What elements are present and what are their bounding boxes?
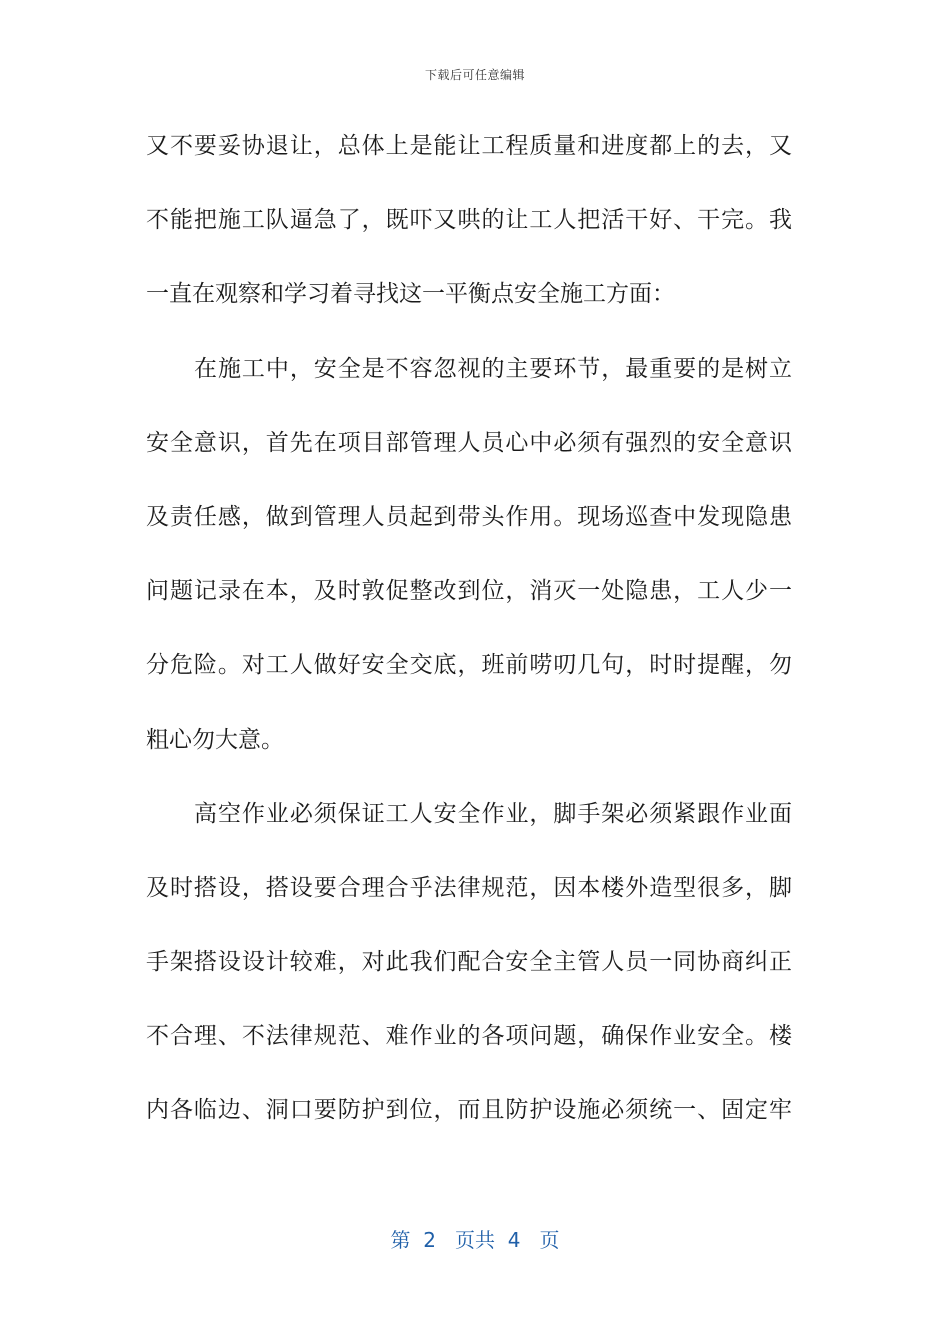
page-number-footer: 第 2 页共 4 页: [390, 1228, 560, 1252]
text-line: 不合理、不法律规范、难作业的各项问题，确保作业安全。楼: [146, 1023, 792, 1050]
text-line: 分危险。对工人做好安全交底，班前唠叨几句，时时提醒，勿: [146, 652, 792, 679]
text-line: 问题记录在本，及时敦促整改到位，消灭一处隐患，工人少一: [146, 578, 792, 605]
paragraph-start-line: 在施工中，安全是不容忽视的主要环节，最重要的是树立: [194, 355, 792, 382]
text-line: 又不要妥协退让，总体上是能让工程质量和进度都上的去，又: [146, 133, 792, 159]
text-line: 及责任感，做到管理人员起到带头作用。现场巡查中发现隐患: [146, 503, 792, 530]
text-line: 安全意识，首先在项目部管理人员心中必须有强烈的安全意识: [146, 429, 792, 456]
text-line: 手架搭设设计较难，对此我们配合安全主管人员一同协商纠正: [146, 949, 792, 976]
text-line: 及时搭设，搭设要合理合乎法律规范，因本楼外造型很多，脚: [146, 874, 792, 901]
page-header: 下载后可任意编辑: [424, 68, 525, 82]
document-body: [146, 121, 792, 1160]
text-line: 内各临边、洞口要防护到位，而且防护设施必须统一、固定牢: [146, 1097, 792, 1124]
text-line: 粗心勿大意。: [146, 726, 284, 753]
text-line: 一直在观察和学习着寻找这一平衡点安全施工方面：: [146, 281, 675, 308]
text-line: 不能把施工队逼急了，既吓又哄的让工人把活干好、干完。我: [146, 207, 792, 234]
paragraph-start-line: 高空作业必须保证工人安全作业，脚手架必须紧跟作业面: [194, 800, 792, 827]
